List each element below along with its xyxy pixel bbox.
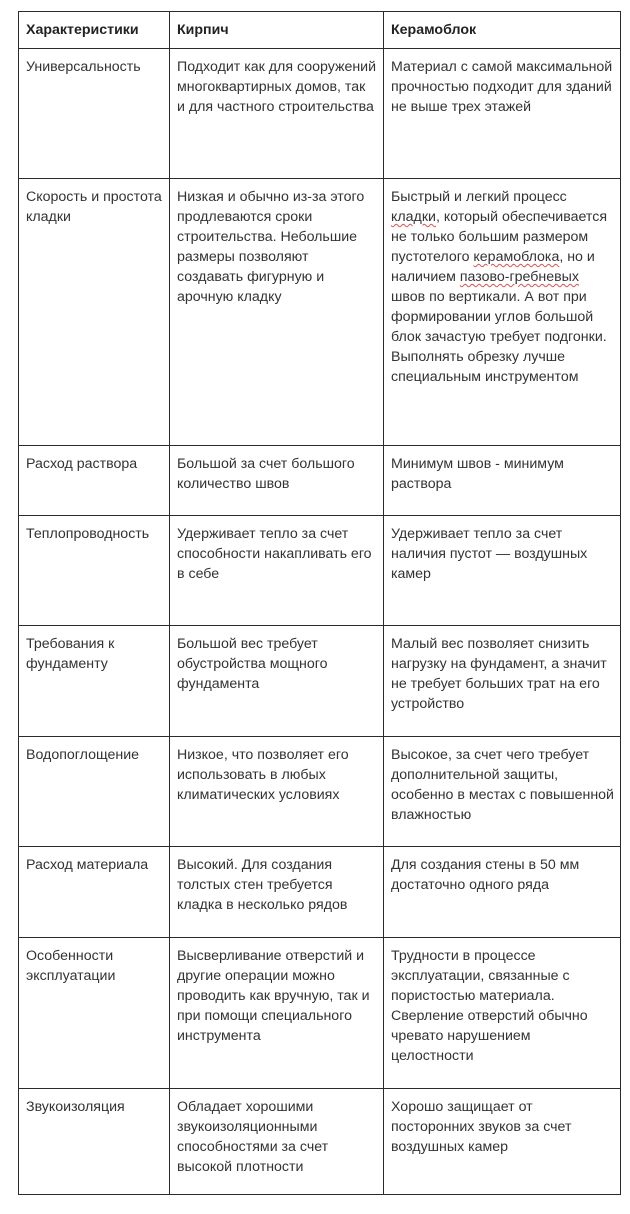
- feature-cell: Универсальность: [19, 49, 170, 179]
- table-row: [19, 446, 621, 516]
- brick-cell: Большой вес требует обустройства мощного фундамента: [170, 626, 384, 737]
- ceramic-cell: Малый вес позволяет снизить нагрузку на фундамент, а значит не требует больших трат на его устройство: [384, 626, 621, 737]
- header-row: [19, 12, 621, 49]
- table-row: [19, 938, 621, 1089]
- header-ceramic: Керамоблок: [384, 12, 621, 49]
- table-row: [19, 847, 621, 938]
- feature-cell: Теплопроводность: [19, 516, 170, 626]
- table-row: [19, 737, 621, 847]
- brick-cell: Высокий. Для создания толстых стен требуется кладка в несколько рядов: [170, 847, 384, 938]
- feature-cell: Скорость и простота кладки: [19, 179, 170, 446]
- brick-cell: Подходит как для сооружений многоквартирных домов, так и для частного строительства: [170, 49, 384, 179]
- table-row: [19, 49, 621, 179]
- ceramic-cell: Минимум швов - минимум раствора: [384, 446, 621, 516]
- ceramic-cell: Удерживает тепло за счет наличия пустот — воздушных камер: [384, 516, 621, 626]
- table-row: [19, 179, 621, 446]
- brick-cell: Удерживает тепло за счет способности накапливать его в себе: [170, 516, 384, 626]
- brick-cell: Высверливание отверстий и другие операции можно проводить как вручную, так и при помощи специального инструмента: [170, 938, 384, 1089]
- ceramic-cell: Для создания стены в 50 мм достаточно одного ряда: [384, 847, 621, 938]
- table-row: [19, 1089, 621, 1195]
- comparison-table: [18, 11, 621, 1195]
- brick-cell: Низкая и обычно из-за этого продлеваются сроки строительства. Небольшие размеры позволяют создавать фигурную и арочную кладку: [170, 179, 384, 446]
- ceramic-cell: Высокое, за счет чего требует дополнительной защиты, особенно в местах с повышенной влажностью: [384, 737, 621, 847]
- table-row: [19, 516, 621, 626]
- text-fragment: швов по вертикали. А вот при формировании углов большой блок зачастую требует подгонки. Выполнять обрезку лучше специальным инструментом: [391, 289, 607, 385]
- brick-cell: Низкое, что позволяет его использовать в любых климатических условиях: [170, 737, 384, 847]
- brick-cell: Большой за счет большого количество швов: [170, 446, 384, 516]
- feature-cell: Водопоглощение: [19, 737, 170, 847]
- table-row: [19, 626, 621, 737]
- feature-cell: Расход раствора: [19, 446, 170, 516]
- feature-cell: Особенности эксплуатации: [19, 938, 170, 1089]
- header-feature: Характеристики: [19, 12, 170, 49]
- spellcheck-word: кладки: [391, 209, 436, 225]
- text-fragment: , но и наличием: [391, 249, 595, 285]
- text-fragment: , который обеспечивается не только большим размером пустотелого: [391, 209, 608, 265]
- brick-cell: Обладает хорошими звукоизоляционными способностями за счет высокой плотности: [170, 1089, 384, 1195]
- header-brick: Кирпич: [170, 12, 384, 49]
- text-fragment: Быстрый и легкий процесс: [391, 189, 567, 205]
- feature-cell: Звукоизоляция: [19, 1089, 170, 1195]
- spellcheck-word: керамоблока: [473, 249, 560, 265]
- spellcheck-word: пазово-гребневых: [459, 269, 579, 285]
- feature-cell: Требования к фундаменту: [19, 626, 170, 737]
- ceramic-cell: [384, 179, 621, 446]
- ceramic-cell: Материал с самой максимальной прочностью подходит для зданий не выше трех этажей: [384, 49, 621, 179]
- ceramic-cell: Хорошо защищает от посторонних звуков за счет воздушных камер: [384, 1089, 621, 1195]
- feature-cell: Расход материала: [19, 847, 170, 938]
- ceramic-cell: Трудности в процессе эксплуатации, связанные с пористостью материала. Сверление отверстий обычно чревато нарушением целостности: [384, 938, 621, 1089]
